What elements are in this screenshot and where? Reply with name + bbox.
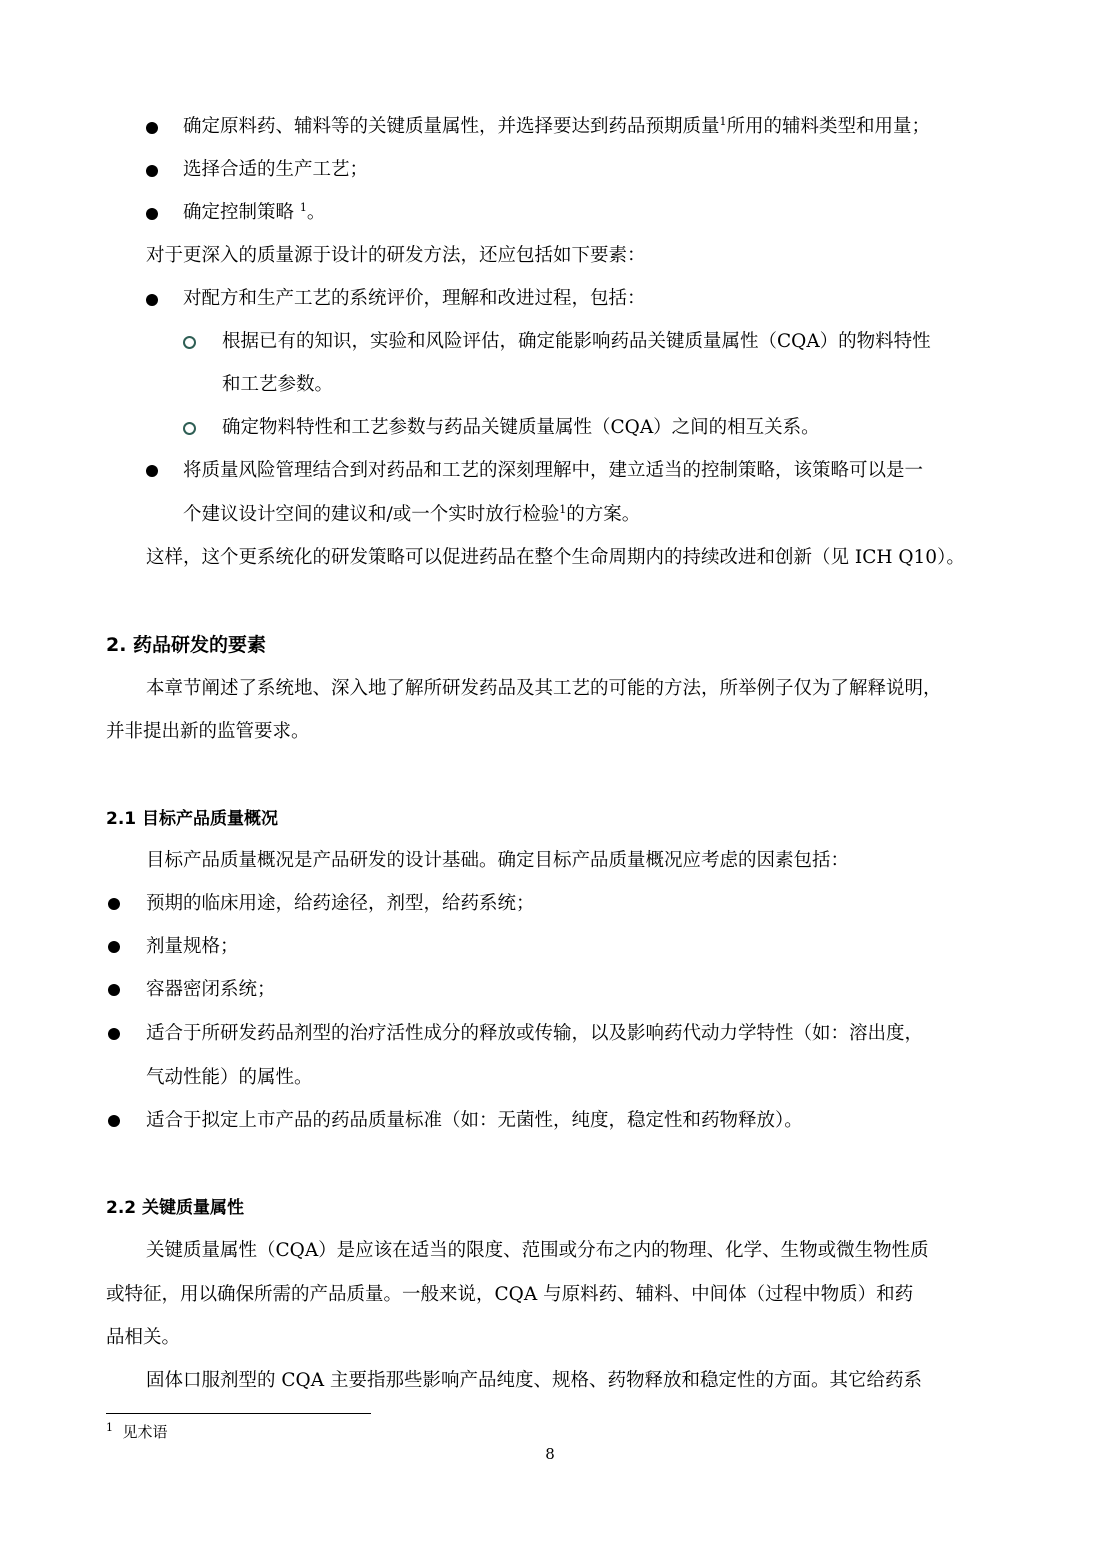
paragraph: 并非提出新的监管要求。 <box>106 721 310 742</box>
paragraph: 对于更深入的质量源于设计的研发方法，还应包括如下要素： <box>146 245 646 266</box>
paragraph: 目标产品质量概况是产品研发的设计基础。确定目标产品质量概况应考虑的因素包括： <box>146 850 850 871</box>
section-heading: 2. 药品研发的要素 <box>106 634 267 656</box>
paragraph: 品相关。 <box>106 1327 181 1348</box>
page-number: 8 <box>545 1445 555 1463</box>
bullet-text: 预期的临床用途，给药途径，剂型，给药系统； <box>146 893 535 914</box>
bullet-icon <box>108 984 120 996</box>
sub-bullet-icon <box>183 336 196 349</box>
footnote: $^1$ 见术语 <box>106 1421 168 1441</box>
bullet-icon <box>146 122 158 134</box>
bullet-text: 适合于拟定上市产品的药品质量标准（如：无菌性，纯度，稳定性和药物释放）。 <box>146 1110 803 1131</box>
bullet-text: 剂量规格； <box>146 936 239 957</box>
bullet-text: 适合于所研发药品剂型的治疗活性成分的释放或传输，以及影响药代动力学特性（如：溶出度， <box>146 1023 924 1044</box>
sub-bullet-icon <box>183 422 196 435</box>
bullet-icon <box>108 898 120 910</box>
bullet-text: 个建议设计空间的建议和/或一个实时放行检验$^1$的方案。 <box>183 502 641 525</box>
bullet-icon <box>146 165 158 177</box>
bullet-icon <box>108 1028 120 1040</box>
bullet-text: 对配方和生产工艺的系统评价，理解和改进过程，包括： <box>183 288 646 309</box>
footnote-divider <box>106 1413 371 1414</box>
paragraph: 或特征，用以确保所需的产品质量。一般来说，CQA 与原料药、辅料、中间体（过程中物质）和药 <box>106 1284 914 1305</box>
paragraph: 本章节阐述了系统地、深入地了解所研发药品及其工艺的可能的方法，所举例子仅为了解释说明， <box>146 678 942 699</box>
bullet-icon <box>146 208 158 220</box>
bullet-text: 气动性能）的属性。 <box>146 1067 313 1088</box>
paragraph: 这样，这个更系统化的研发策略可以促进药品在整个生命周期内的持续改进和创新（见 ICH Q10）。 <box>146 547 965 568</box>
bullet-icon <box>146 465 158 477</box>
bullet-text: 选择合适的生产工艺； <box>183 159 369 180</box>
paragraph: 关键质量属性（CQA）是应该在适当的限度、范围或分布之内的物理、化学、生物或微生物性质 <box>146 1240 929 1261</box>
bullet-text: 容器密闭系统； <box>146 979 276 1000</box>
subsection-heading: 2.1 目标产品质量概况 <box>106 809 279 829</box>
bullet-text: 确定控制策略 $^1$。 <box>183 200 326 223</box>
sub-bullet-text: 根据已有的知识，实验和风险评估，确定能影响药品关键质量属性（CQA）的物料特性 <box>222 331 931 352</box>
bullet-icon <box>108 941 120 953</box>
bullet-text: 确定原料药、辅料等的关键质量属性，并选择要达到药品预期质量$^1$所用的辅料类型和用量； <box>183 114 931 137</box>
paragraph: 固体口服剂型的 CQA 主要指那些影响产品纯度、规格、药物释放和稳定性的方面。其它给药系 <box>146 1370 922 1391</box>
bullet-text: 将质量风险管理结合到对药品和工艺的深刻理解中，建立适当的控制策略，该策略可以是一 <box>183 460 924 481</box>
subsection-heading: 2.2 关键质量属性 <box>106 1198 245 1218</box>
bullet-icon <box>108 1115 120 1127</box>
sub-bullet-text: 确定物料特性和工艺参数与药品关键质量属性（CQA）之间的相互关系。 <box>222 417 820 438</box>
bullet-icon <box>146 294 158 306</box>
sub-bullet-text: 和工艺参数。 <box>222 374 334 395</box>
